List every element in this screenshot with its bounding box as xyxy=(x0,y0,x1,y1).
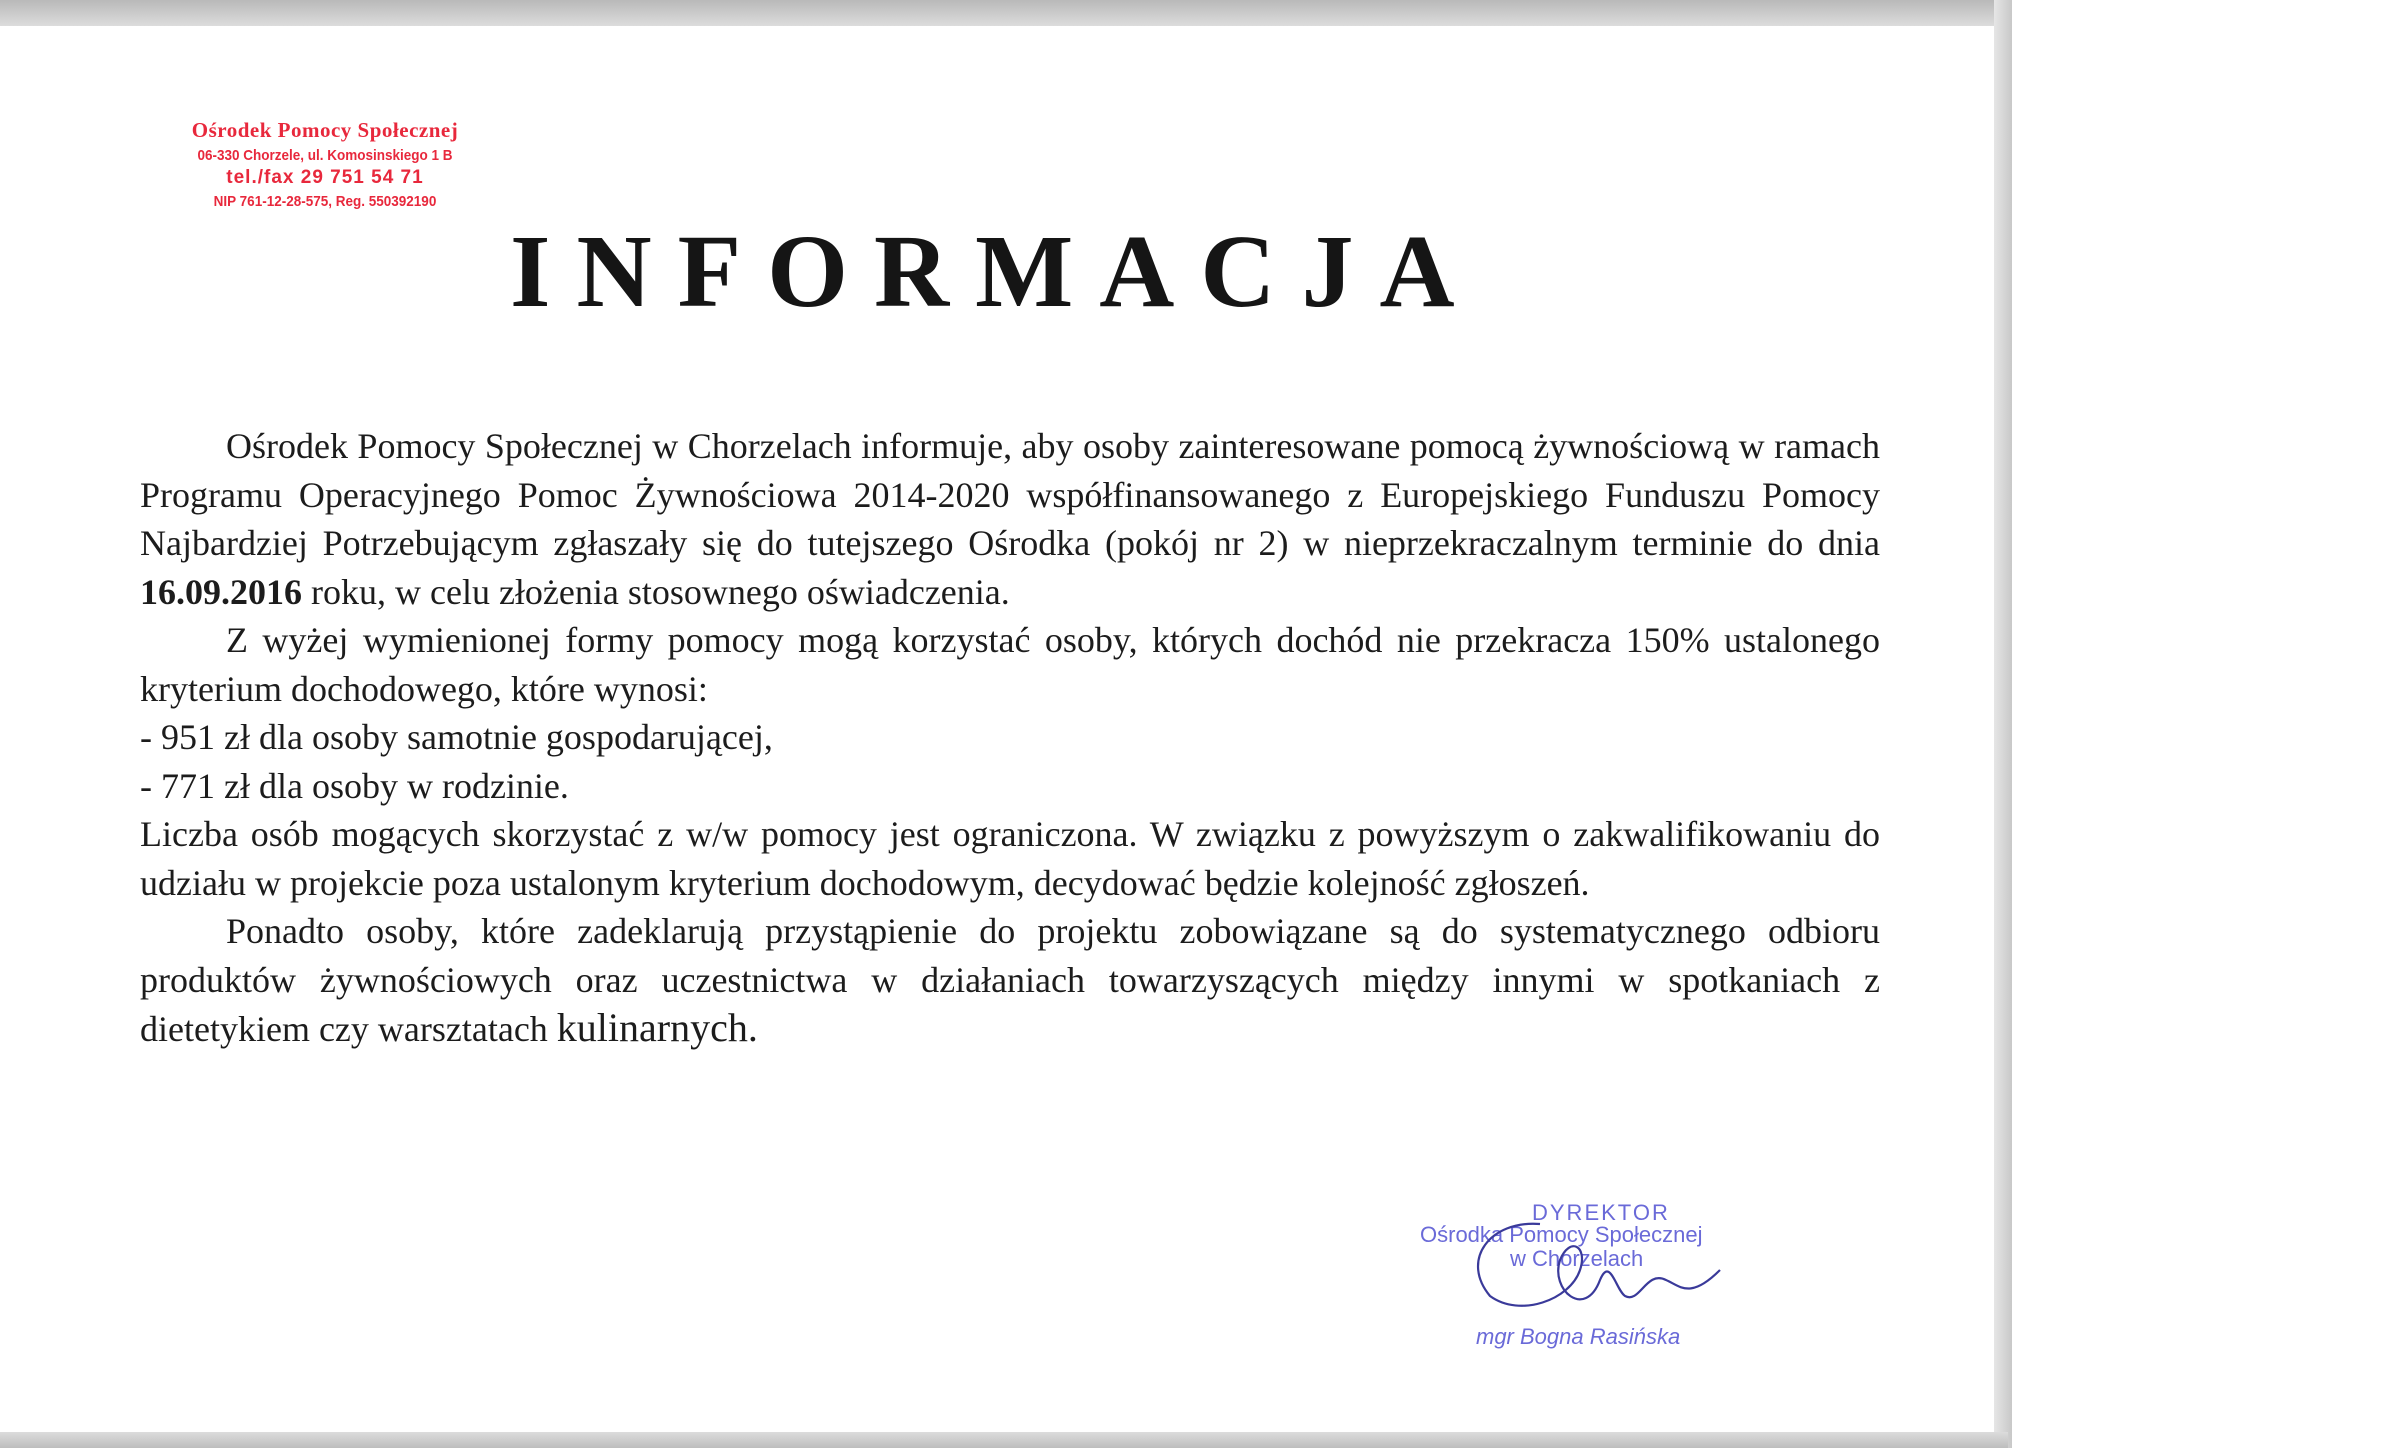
paragraph-obligations xyxy=(140,907,1880,1054)
handwritten-signature-icon xyxy=(1420,1200,1760,1360)
signature-city: w Chorzelach xyxy=(1510,1246,1644,1271)
paragraph-obligations-text: Ponadto osoby, które zadeklarują przystąpienie do projektu zobowiązane są do systematycznego odbioru produktów żywnościowych oraz uczestnictwa w działaniach towarzyszących między innymi w spotkaniach z dietetykiem czy warsztatach xyxy=(140,911,1880,1049)
paragraph-announcement-text: Ośrodek Pomocy Społecznej w Chorzelach informuje, aby osoby zainteresowane pomocą żywnościową w ramach Programu Operacyjnego Pomoc Żywnościowa 2014-2020 współfinansowanego z Europejskiego Funduszu Pomocy Najbardziej Potrzebującym zgłaszały się do tutejszego Ośrodka (pokój nr 2) w nieprzekraczalnym terminie do dnia xyxy=(140,426,1880,563)
office-stamp xyxy=(160,118,490,210)
document-body xyxy=(140,422,1880,1054)
scan-edge-bottom xyxy=(0,1432,2008,1448)
scan-edge-right xyxy=(1994,0,2012,1448)
scan-edge-top xyxy=(0,0,2008,26)
paragraph-limits: Liczba osób mogących skorzystać z w/w pomocy jest ograniczona. W związku z powyższym o zakwalifikowaniu do udziału w projekcie poza ustalonym kryterium dochodowym, decydować będzie kolejność zgłoszeń. xyxy=(140,814,1880,903)
stamp-line-address: 06-330 Chorzele, ul. Komosinskiego 1 B xyxy=(197,147,453,164)
list-item: - 951 zł dla osoby samotnie gospodarującej, xyxy=(140,717,773,757)
stamp-line-name: Ośrodek Pomocy Społecznej xyxy=(191,118,459,142)
paragraph-announcement-end: roku, w celu złożenia stosownego oświadczenia. xyxy=(302,571,1010,612)
paragraph-announcement xyxy=(140,422,1880,616)
director-signature-stamp xyxy=(1420,1200,1760,1360)
paragraph-eligibility: Z wyżej wymienionej formy pomocy mogą korzystać osoby, których dochód nie przekracza 150% ustalonego kryterium dochodowego, które wynosi: xyxy=(140,620,1880,709)
document-title: INFORMACJA xyxy=(510,214,1481,329)
stamp-line-nip: NIP 761-12-28-575, Reg. 550392190 xyxy=(213,193,437,210)
deadline-date: 16.09.2016 xyxy=(140,571,302,612)
stamp-line-phone: tel./fax 29 751 54 71 xyxy=(226,167,424,188)
list-item: - 771 zł dla osoby w rodzinie. xyxy=(140,765,569,806)
signature-title: DYREKTOR xyxy=(1532,1200,1670,1225)
paragraph-obligations-end: kulinarnych. xyxy=(556,1005,758,1050)
signature-org: Ośrodka Pomocy Społecznej xyxy=(1420,1222,1703,1247)
signature-name: mgr Bogna Rasińska xyxy=(1476,1324,1681,1349)
